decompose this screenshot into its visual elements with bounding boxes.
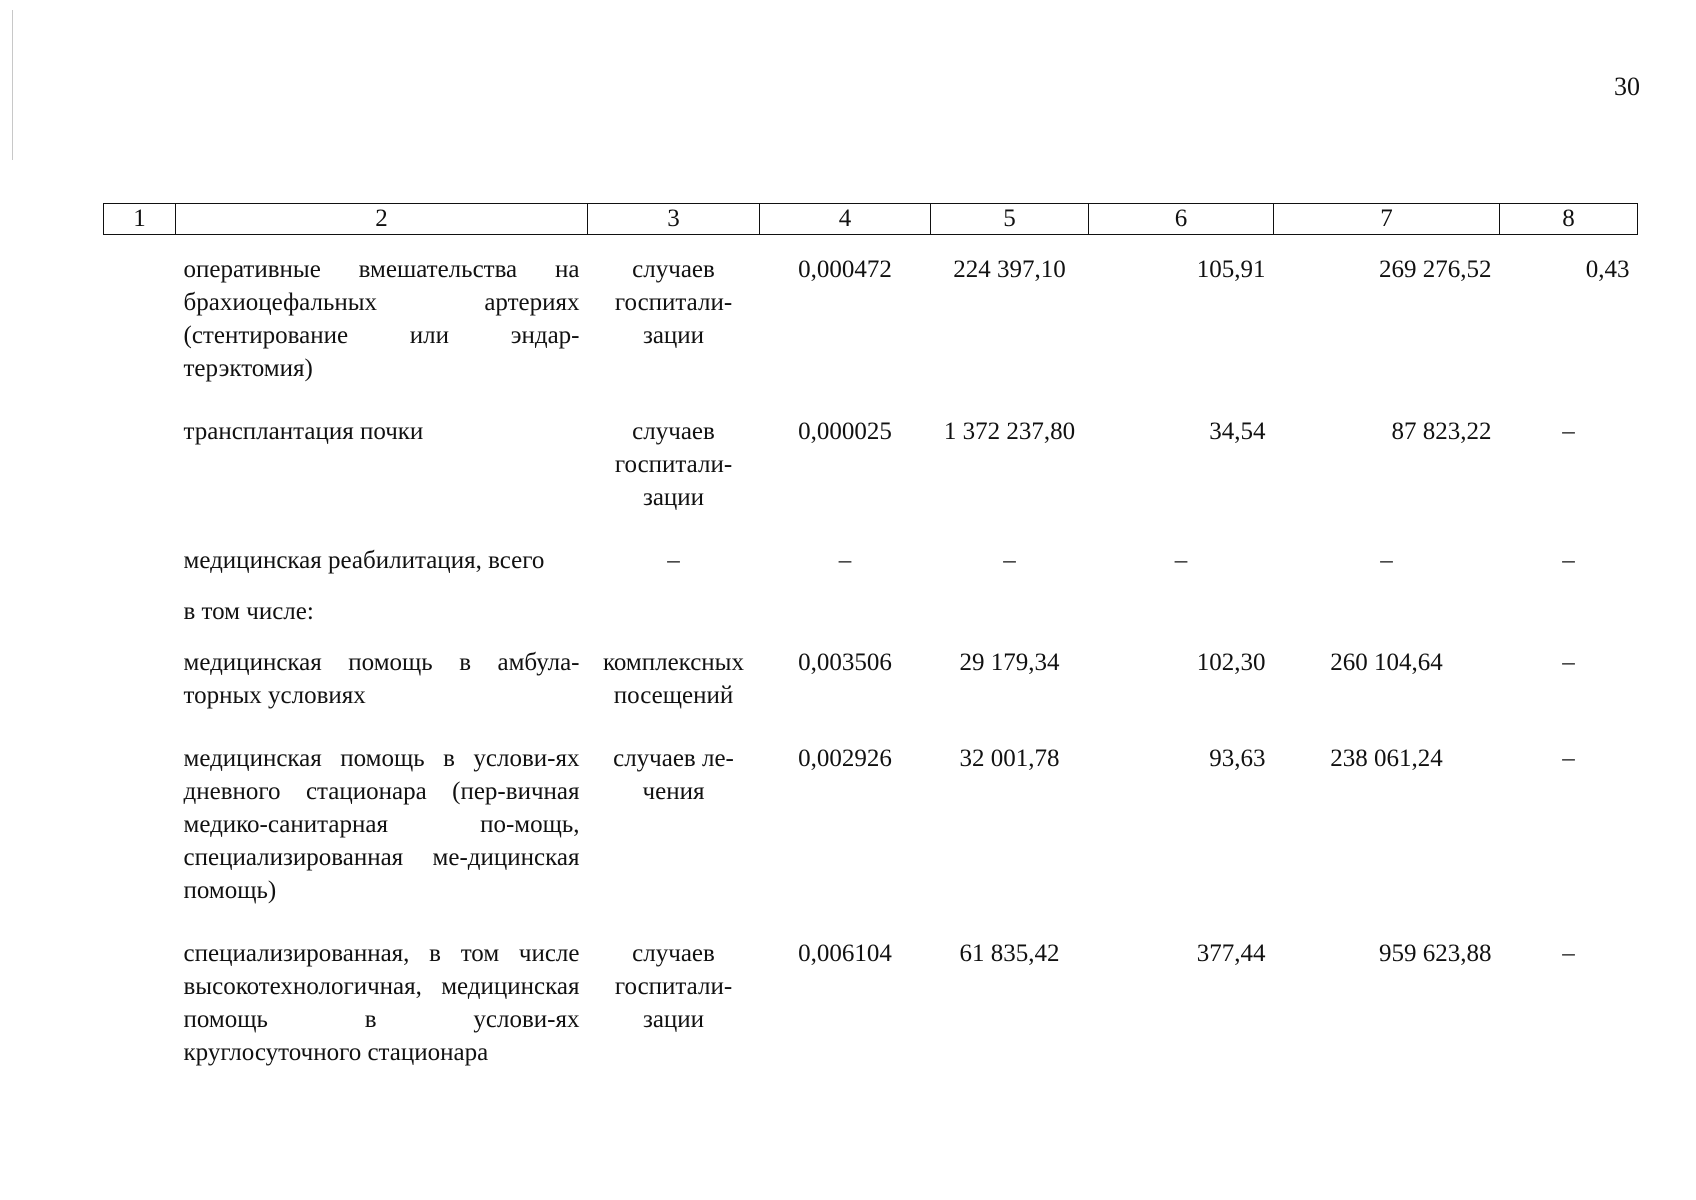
- column-header: 8: [1500, 204, 1638, 235]
- row-unit: случаев госпитали-зации: [614, 418, 733, 511]
- row-col7: 238 061,24: [1330, 745, 1443, 772]
- column-header: 6: [1089, 204, 1274, 235]
- column-header: 7: [1274, 204, 1500, 235]
- table-row: [104, 646, 1638, 712]
- row-name: медицинская реабилитация, всего: [183, 547, 545, 574]
- row-col5: 32 001,78: [959, 745, 1060, 772]
- row-col7: 959 623,88: [1379, 940, 1492, 967]
- page-number: 30: [1614, 72, 1640, 101]
- row-col5: 61 835,42: [959, 940, 1060, 967]
- row-col5: –: [1003, 547, 1016, 574]
- data-table: [103, 203, 1638, 1069]
- row-col8: –: [1562, 745, 1575, 772]
- row-name: трансплантация почки: [183, 418, 424, 445]
- row-col6: 93,63: [1209, 745, 1266, 772]
- row-col4: 0,003506: [798, 649, 892, 676]
- row-unit: [588, 595, 760, 628]
- column-header: 1: [104, 204, 176, 235]
- table-row: [104, 544, 1638, 577]
- table-row: [104, 937, 1638, 1069]
- column-number-row: [104, 204, 1638, 235]
- row-col7: 87 823,22: [1391, 418, 1492, 445]
- row-col6: 34,54: [1209, 418, 1266, 445]
- row-unit: случаев госпитали-зации: [614, 256, 733, 349]
- row-unit: случаев госпитали-зации: [614, 940, 733, 1033]
- row-col8: –: [1562, 547, 1575, 574]
- row-col5: 29 179,34: [959, 649, 1060, 676]
- row-col4: [760, 595, 931, 628]
- row-col5: [931, 595, 1089, 628]
- column-header: 3: [588, 204, 760, 235]
- row-col4: 0,000025: [798, 418, 892, 445]
- table-row: [104, 595, 1638, 628]
- row-col4: 0,000472: [798, 256, 892, 283]
- row-col8: –: [1562, 649, 1575, 676]
- column-header: 5: [931, 204, 1089, 235]
- row-name: оперативные вмешательства на брахиоцефальных артериях (стентирование или эндар-терэктомия): [183, 256, 580, 382]
- row-col6: 102,30: [1196, 649, 1266, 676]
- row-col4: –: [838, 547, 852, 574]
- column-header: 4: [760, 204, 931, 235]
- row-col7: 260 104,64: [1330, 649, 1443, 676]
- row-unit: случаев ле-чения: [613, 745, 734, 805]
- row-col6: 105,91: [1196, 256, 1266, 283]
- row-name: медицинская помощь в услови-ях дневного стационара (пер-вичная медико-санитарная по-мощь, специализированная ме-дицинская помощь): [183, 745, 580, 904]
- table-row: [104, 742, 1638, 907]
- row-col6: 377,44: [1196, 940, 1266, 967]
- row-col8: –: [1562, 940, 1575, 967]
- row-col7: 269 276,52: [1379, 256, 1492, 283]
- row-unit: комплексных посещений: [603, 649, 744, 709]
- table-row: [104, 253, 1638, 385]
- row-col5: 1 372 237,80: [943, 418, 1076, 445]
- row-col8: 0,43: [1585, 256, 1630, 283]
- row-col8: –: [1562, 418, 1575, 445]
- row-name: медицинская помощь в амбула-торных условиях: [183, 649, 580, 709]
- row-col4: 0,002926: [798, 745, 892, 772]
- scan-margin-line: [12, 10, 13, 160]
- row-col5: 224 397,10: [953, 256, 1066, 283]
- row-col6: [1089, 595, 1274, 628]
- column-header: 2: [176, 204, 588, 235]
- row-col8: [1500, 595, 1638, 628]
- table-row: [104, 415, 1638, 514]
- row-name: специализированная, в том числе высокотехнологичная, медицинская помощь в услови-ях круглосуточного стационара: [183, 940, 580, 1066]
- row-col4: 0,006104: [798, 940, 892, 967]
- row-col7: –: [1380, 547, 1393, 574]
- row-col6: –: [1174, 547, 1188, 574]
- row-col7: [1274, 595, 1500, 628]
- row-name: в том числе:: [183, 598, 314, 625]
- row-unit: –: [667, 547, 680, 574]
